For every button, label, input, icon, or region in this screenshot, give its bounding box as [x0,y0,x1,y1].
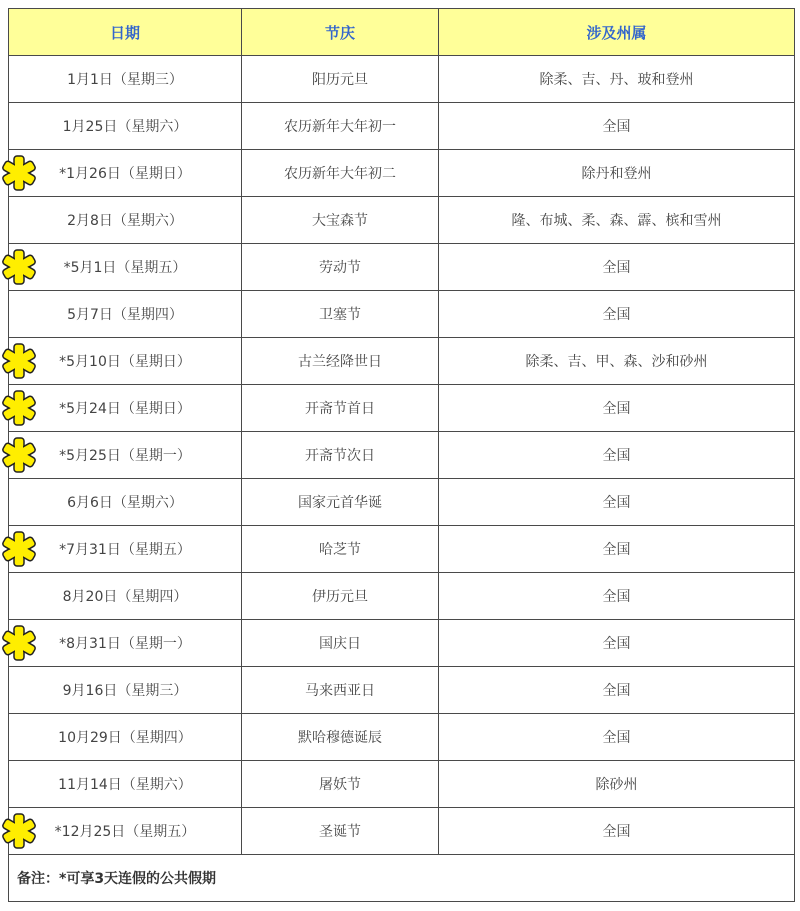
cell-date: 9月16日（星期三） [9,667,242,714]
cell-states: 全国 [439,385,795,432]
cell-date: *8月31日（星期一） [9,620,242,667]
cell-date: *5月1日（星期五） [9,244,242,291]
cell-date: 11月14日（星期六） [9,761,242,808]
cell-festival: 哈芝节 [242,526,439,573]
cell-festival: 圣诞节 [242,808,439,855]
cell-states: 全国 [439,103,795,150]
cell-festival: 阳历元旦 [242,56,439,103]
table-row [9,526,795,573]
cell-festival: 马来西亚日 [242,667,439,714]
cell-date: *12月25日（星期五） [9,808,242,855]
cell-festival: 国家元首华诞 [242,479,439,526]
cell-states: 除柔、吉、丹、玻和登州 [439,56,795,103]
header-date: 日期 [9,9,242,56]
cell-date: *5月24日（星期日） [9,385,242,432]
table-row [9,808,795,855]
cell-date: 2月8日（星期六） [9,197,242,244]
cell-festival: 古兰经降世日 [242,338,439,385]
cell-date: 5月7日（星期四） [9,291,242,338]
cell-states: 全国 [439,714,795,761]
cell-date: 6月6日（星期六） [9,479,242,526]
header-states: 涉及州属 [439,9,795,56]
table-row [9,714,795,761]
cell-states: 全国 [439,432,795,479]
table-row [9,56,795,103]
table-row [9,385,795,432]
holiday-table [8,8,795,902]
cell-festival: 伊历元旦 [242,573,439,620]
cell-festival: 国庆日 [242,620,439,667]
cell-festival: 默哈穆德诞辰 [242,714,439,761]
header-festival: 节庆 [242,9,439,56]
table-row [9,479,795,526]
cell-states: 全国 [439,479,795,526]
cell-states: 全国 [439,573,795,620]
cell-states: 隆、布城、柔、森、霹、槟和雪州 [439,197,795,244]
cell-states: 全国 [439,620,795,667]
cell-date: *5月25日（星期一） [9,432,242,479]
table-row [9,150,795,197]
table-row [9,620,795,667]
table-row [9,244,795,291]
cell-festival: 大宝森节 [242,197,439,244]
cell-festival: 屠妖节 [242,761,439,808]
cell-date: 1月1日（星期三） [9,56,242,103]
table-header-row [9,9,795,56]
cell-states: 除丹和登州 [439,150,795,197]
cell-date: *7月31日（星期五） [9,526,242,573]
note-row [9,855,795,902]
cell-festival: 农历新年大年初一 [242,103,439,150]
cell-festival: 卫塞节 [242,291,439,338]
table-row [9,573,795,620]
note-text: 备注：*可享3天连假的公共假期 [9,855,795,902]
table-row [9,291,795,338]
cell-states: 全国 [439,291,795,338]
cell-festival: 劳动节 [242,244,439,291]
cell-date: 10月29日（星期四） [9,714,242,761]
cell-festival: 农历新年大年初二 [242,150,439,197]
cell-date: 8月20日（星期四） [9,573,242,620]
table-row [9,197,795,244]
cell-states: 除柔、吉、甲、森、沙和砂州 [439,338,795,385]
cell-states: 全国 [439,808,795,855]
table-row [9,103,795,150]
table-row [9,761,795,808]
cell-states: 全国 [439,244,795,291]
table-row [9,432,795,479]
cell-festival: 开斋节次日 [242,432,439,479]
table-row [9,667,795,714]
cell-states: 全国 [439,526,795,573]
cell-festival: 开斋节首日 [242,385,439,432]
cell-date: 1月25日（星期六） [9,103,242,150]
table-row [9,338,795,385]
cell-states: 除砂州 [439,761,795,808]
cell-date: *5月10日（星期日） [9,338,242,385]
cell-date: *1月26日（星期日） [9,150,242,197]
cell-states: 全国 [439,667,795,714]
